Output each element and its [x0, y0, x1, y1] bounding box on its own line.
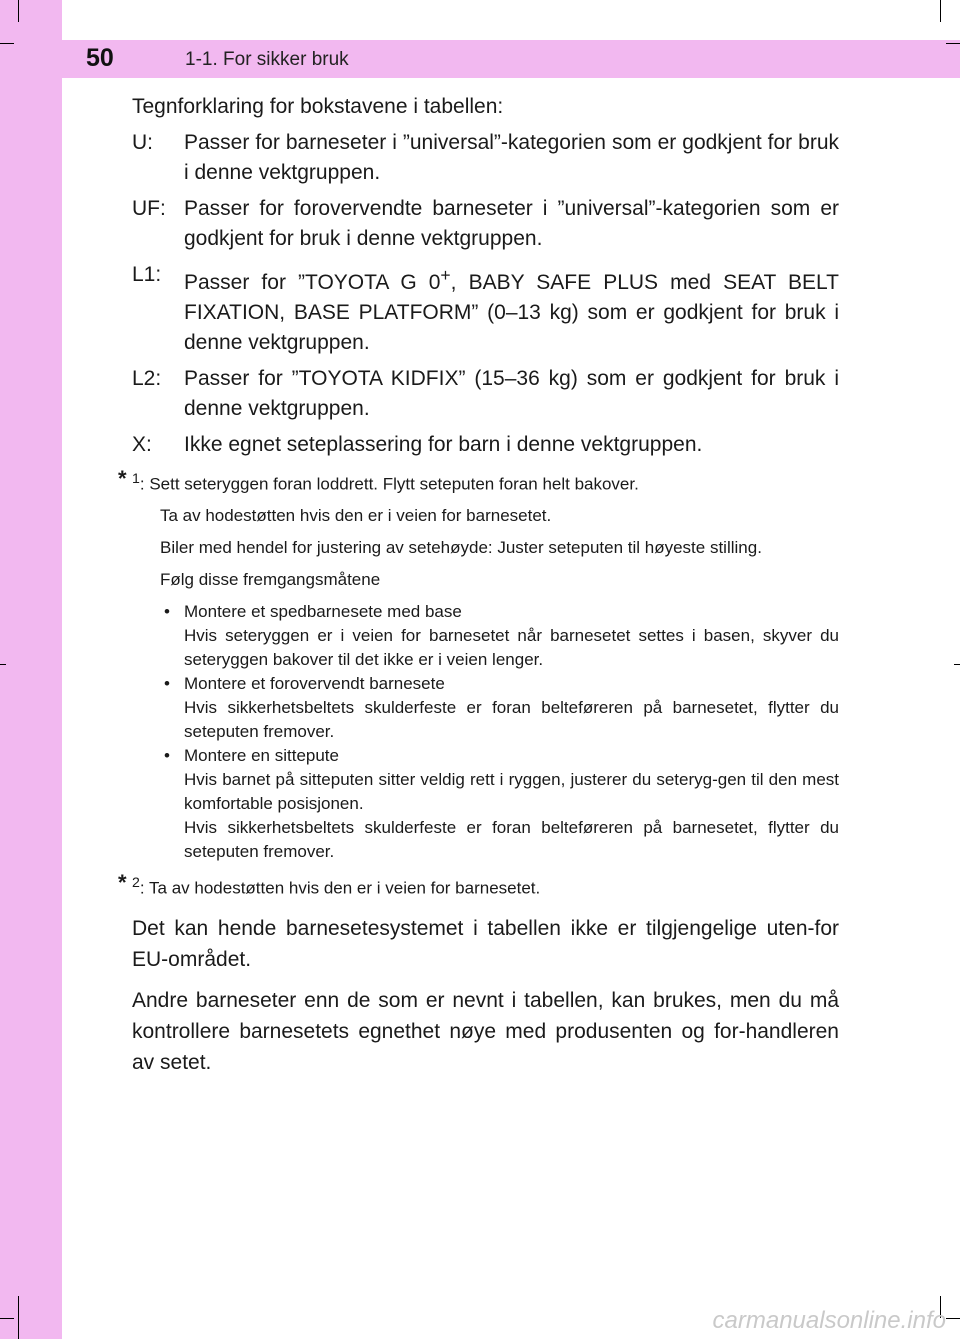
- paragraph: Det kan hende barnesetesystemet i tabellen ikke er tilgjengelige uten-for EU-området.: [132, 917, 839, 972]
- section-title: 1-1. For sikker bruk: [185, 49, 349, 70]
- crop-mark: [0, 664, 6, 665]
- legend-intro: Tegnforklaring for bokstavene i tabellen:: [132, 95, 504, 118]
- bullet-text: Hvis barnet på sitteputen sitter veldig rett i ryggen, justerer du seteryg-gen til den mest komfortable posisjonen.: [184, 769, 839, 813]
- legend-text-part: Passer for ”TOYOTA G 0: [184, 271, 441, 294]
- bullet-text: Hvis sikkerhetsbeltets skulderfeste er foran belteføreren på barnesetet, flytter du seteputen fremover.: [184, 697, 839, 741]
- bullet-title: • Montere et spedbarnesete med base: [184, 601, 462, 621]
- crop-mark: [954, 664, 960, 665]
- crop-mark: [946, 1318, 960, 1319]
- crop-mark: [18, 1296, 19, 1339]
- closing-paragraphs: [132, 913, 839, 1078]
- legend-key: U:: [132, 131, 153, 154]
- bullet-text: Hvis sikkerhetsbeltets skulderfeste er foran belteføreren på barnesetet, flytter du seteputen fremover.: [184, 817, 839, 861]
- footnote-marker: [118, 869, 132, 900]
- crop-mark: [18, 0, 19, 22]
- note-line: Biler med hendel for justering av setehøyde: Juster seteputen til høyeste stilling.: [160, 537, 762, 557]
- legend-key: X:: [132, 433, 152, 456]
- legend-text: Ikke egnet seteplassering for barn i denne vektgruppen.: [184, 433, 703, 456]
- note-line: Ta av hodestøtten hvis den er i veien for barnesetet.: [160, 505, 552, 525]
- left-color-bar: [0, 0, 62, 1339]
- crop-mark: [946, 43, 960, 44]
- crop-mark: [940, 0, 941, 22]
- asterisk: *: [118, 466, 127, 491]
- paragraph: Andre barneseter enn de som er nevnt i tabellen, kan brukes, men du må kontrollere barnesetets egnethet nøye med produsenten og for-handleren av setet.: [132, 989, 839, 1075]
- page-number: 50: [86, 44, 114, 72]
- legend-text: Passer for ”TOYOTA KIDFIX” (15–36 kg) som er godkjent for bruk i denne vektgruppen.: [184, 367, 839, 420]
- footnote-body: : Sett seteryggen foran loddrett. Flytt seteputen foran helt bakover.: [139, 474, 639, 494]
- crop-mark: [0, 43, 14, 44]
- footnote-2: [118, 869, 839, 900]
- legend-text-part: , BABY SAFE PLUS med SEAT BELT FIXATION, BASE PLATFORM” (0–13 kg) som er godkjent for bruk i denne vektgruppen.: [184, 271, 840, 354]
- footnote-marker: [118, 468, 132, 496]
- bullet-title: • Montere en sittepute: [184, 745, 339, 765]
- footnote-body: : Ta av hodestøtten hvis den er i veien for barnesetet.: [139, 878, 541, 898]
- note-line: Følg disse fremgangsmåtene: [160, 569, 381, 589]
- asterisk: *: [118, 869, 127, 895]
- superscript-plus: +: [440, 265, 451, 285]
- legend-text: Passer for forovervendte barneseter i ”universal”-kategorien som er godkjent for bruk i denne vektgruppen.: [184, 197, 839, 250]
- bullet-text: Hvis seteryggen er i veien for barnesetet når barnesetet settes i basen, skyver du seteryggen bakover til det ikke er i veien lenger.: [184, 625, 839, 669]
- list-item: [160, 600, 839, 672]
- legend-key: L1:: [132, 263, 162, 286]
- legend-key: L2:: [132, 367, 162, 390]
- legend-row-u: [132, 128, 839, 188]
- footnote-number: 2: [132, 874, 140, 891]
- watermark: carmanualsonline.info: [712, 1307, 946, 1334]
- footnote-number: 1: [132, 471, 140, 487]
- list-item: [160, 672, 839, 744]
- legend-row-x: [132, 430, 839, 460]
- crop-mark: [0, 1318, 14, 1319]
- legend-text: [184, 260, 839, 358]
- footnote-text: [132, 872, 839, 900]
- legend-row-l1: [132, 260, 839, 358]
- footnote-text: [132, 468, 839, 496]
- bullet-title: • Montere et forovervendt barnesete: [184, 673, 445, 693]
- legend-row-l2: [132, 364, 839, 424]
- legend-row-uf: [132, 194, 839, 254]
- procedure-list: [160, 600, 839, 864]
- list-item: [160, 744, 839, 864]
- page-content: [118, 92, 840, 1088]
- legend-key: UF:: [132, 197, 166, 220]
- footnote-1: [118, 468, 839, 496]
- legend-text: Passer for barneseter i ”universal”-kategorien som er godkjent for bruk i denne vektgruppen.: [184, 131, 839, 184]
